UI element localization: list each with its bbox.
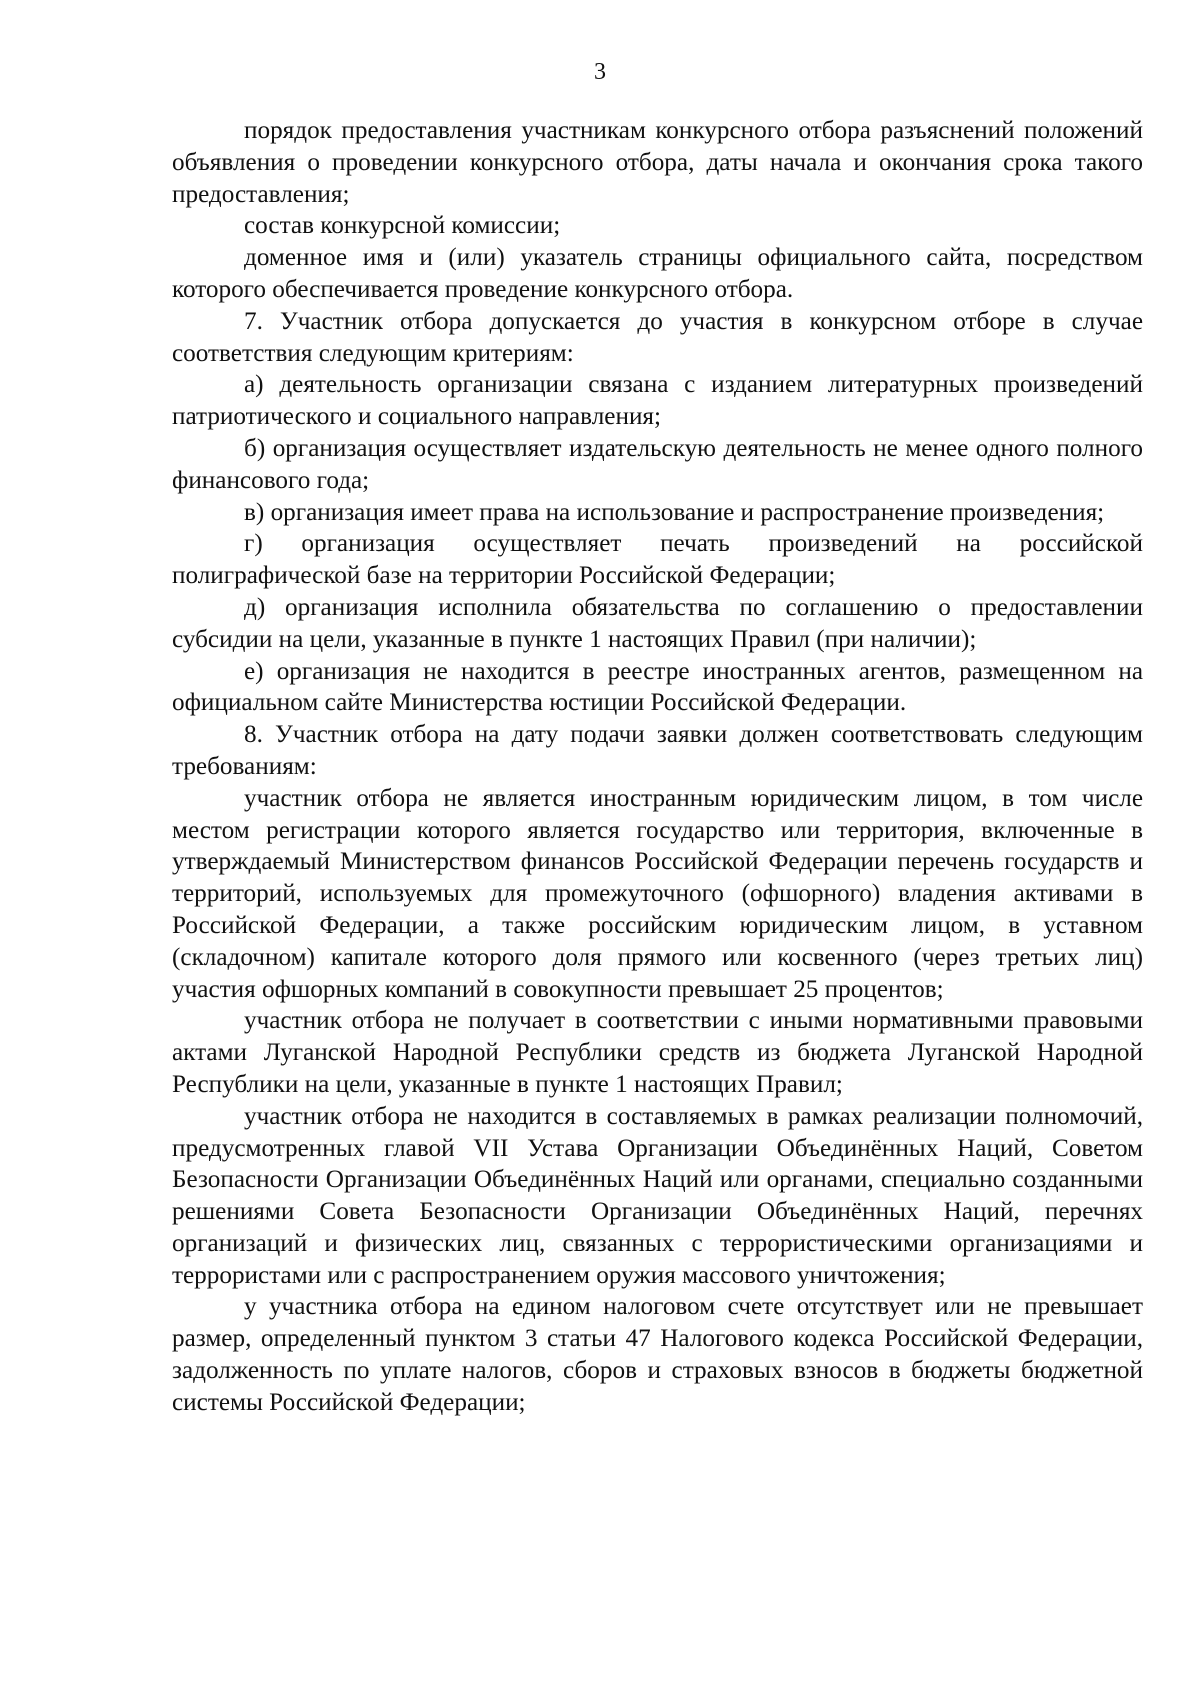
- paragraph-criterion-f: е) организация не находится в реестре иностранных агентов, размещенном на официальном сайте Министерства юстиции Российской Федерации.: [172, 657, 1143, 717]
- paragraph-clarification-procedure: порядок предоставления участникам конкурсного отбора разъяснений положений объявления о проведении конкурсного отбора, даты начала и окончания срока такого предоставления;: [172, 117, 1143, 208]
- paragraph-requirement-tax-debt: у участника отбора на едином налоговом счете отсутствует или не превышает размер, определенный пунктом 3 статьи 47 Налогового кодекса Российской Федерации, задолженность по уплате налогов, сборов и страховых взносов в бюджеты бюджетной системы Российской Федерации;: [172, 1293, 1143, 1416]
- paragraph-item-8: 8. Участник отбора на дату подачи заявки должен соответствовать следующим требованиям:: [172, 721, 1143, 780]
- paragraph-domain-name: доменное имя и (или) указатель страницы официального сайта, посредством которого обеспечивается проведение конкурсного отбора.: [172, 244, 1143, 303]
- paragraph-criterion-c: в) организация имеет права на использование и распространение произведения;: [244, 498, 1105, 526]
- paragraph-requirement-offshore: участник отбора не является иностранным юридическим лицом, в том числе местом регистрации которого является государство или территория, включенные в утверждаемый Министерством финансов Российской Федерации перечень государств и территорий, используемых для промежуточного (офшорного) владения активами в Российской Федерации, а также российским юридическим лицом, в уставном (складочном) капитале которого доля прямого или косвенного (через третьих лиц) участия офшорных компаний в совокупности превышает 25 процентов;: [172, 784, 1143, 1003]
- paragraph-criterion-d: г) организация осуществляет печать произведений на российской полиграфической базе на территории Российской Федерации;: [172, 530, 1143, 590]
- paragraph-item-7: 7. Участник отбора допускается до участия в конкурсном отборе в случае соответствия следующим критериям:: [172, 307, 1143, 367]
- paragraph-commission-composition: состав конкурсной комиссии;: [244, 212, 561, 240]
- paragraph-requirement-sanctions-lists: участник отбора не находится в составляемых в рамках реализации полномочий, предусмотренных главой VII Устава Организации Объединённых Наций, Советом Безопасности Организации Объединённых Наций или органами, специально созданными решениями Совета Безопасности Организации Объединённых Наций, перечнях организаций и физических лиц, связанных с террористическими организациями и террористами или с распространением оружия массового уничтожения;: [172, 1102, 1143, 1289]
- paragraph-criterion-a: а) деятельность организации связана с изданием литературных произведений патриотического и социального направления;: [172, 371, 1143, 431]
- paragraph-criterion-e: д) организация исполнила обязательства по соглашению о предоставлении субсидии на цели, указанные в пункте 1 настоящих Правил (при наличии);: [172, 593, 1143, 653]
- paragraph-criterion-b: б) организация осуществляет издательскую деятельность не менее одного полного финансового года;: [172, 434, 1143, 494]
- page-number: 3: [594, 59, 606, 85]
- paragraph-requirement-budget-funds: участник отбора не получает в соответствии с иными нормативными правовыми актами Луганской Народной Республики средств из бюджета Луганской Народной Республики на цели, указанные в пункте 1 настоящих Правил;: [172, 1007, 1143, 1098]
- document-body: [172, 115, 1143, 1419]
